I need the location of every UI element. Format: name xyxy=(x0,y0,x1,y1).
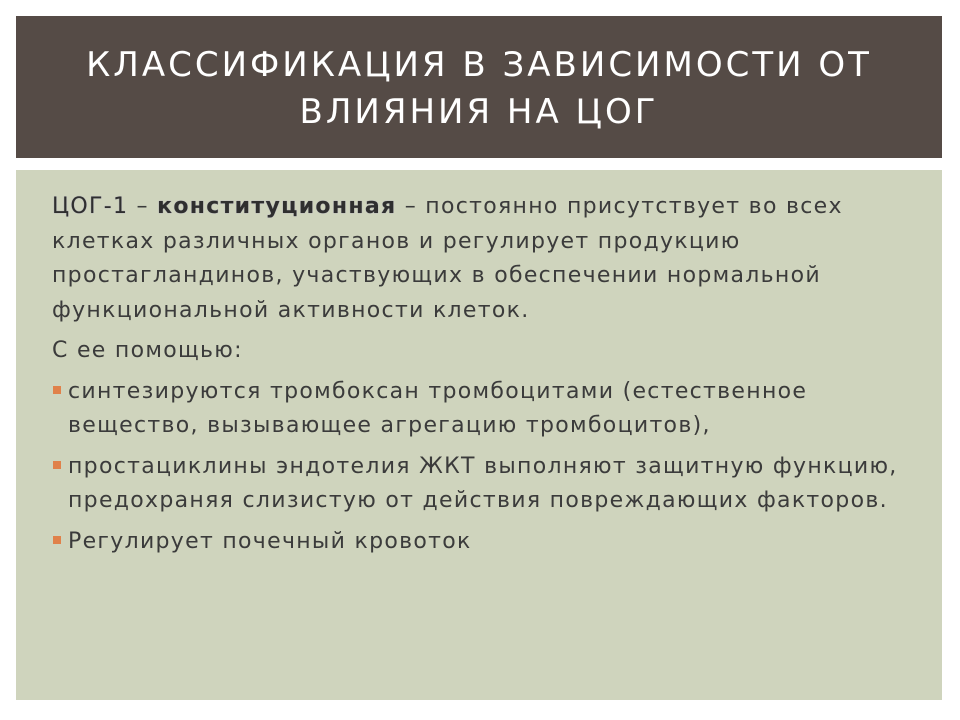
bullet-text: синтезируются тромбоксан тромбоцитами (естественное вещество, вызывающее агрегацию тромбоцитов), xyxy=(68,378,808,438)
title-bar xyxy=(16,16,942,158)
square-bullet-icon xyxy=(53,386,61,394)
term-dash: – xyxy=(128,194,158,219)
intro-paragraph xyxy=(52,190,912,328)
bullet-text: простациклины эндотелия ЖКТ выполняют защитную функцию, предохраняя слизистую от действия повреждающих факторов. xyxy=(68,453,898,513)
term-constitutional: конституционная xyxy=(157,194,397,219)
slide-title: КЛАССИФИКАЦИЯ В ЗАВИСИМОСТИ ОТ ВЛИЯНИЯ НА ЦОГ xyxy=(86,45,872,132)
lead-in-text: С ее помощью: xyxy=(52,338,243,363)
content-box xyxy=(16,170,942,700)
term-cox1: ЦОГ-1 xyxy=(52,194,129,219)
square-bullet-icon xyxy=(53,536,61,544)
list-item xyxy=(52,525,912,560)
content-body xyxy=(52,190,912,565)
square-bullet-icon xyxy=(53,461,61,469)
list-item xyxy=(52,375,912,444)
list-item xyxy=(52,450,912,519)
bullet-text: Регулирует почечный кровоток xyxy=(68,528,472,554)
bullet-list xyxy=(52,375,912,560)
intro-rest: – постоянно присутствует во всех клетках различных органов и регулирует продукцию простагландинов, участвующих в обеспечении нормальной функциональной активности клеток. xyxy=(52,194,843,323)
